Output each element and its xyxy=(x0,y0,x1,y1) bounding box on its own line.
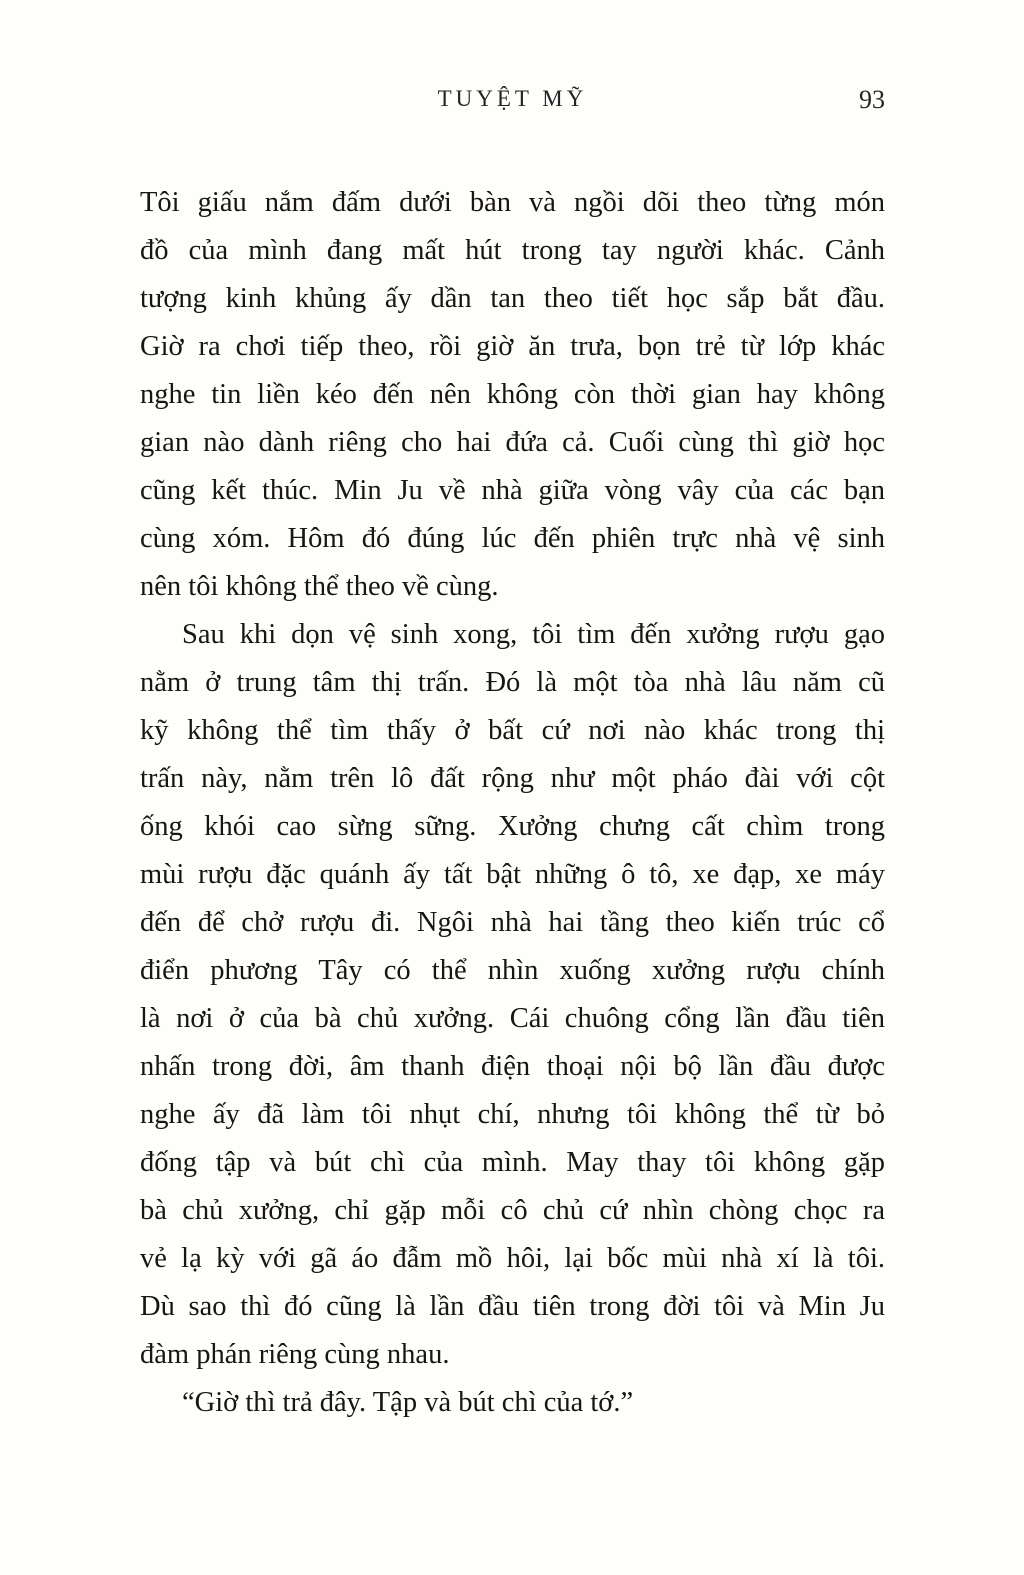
text-line: trấn này, nằm trên lô đất rộng như một pháo đài với cột xyxy=(140,763,885,794)
page-number: 93 xyxy=(859,85,885,114)
page-header xyxy=(140,86,885,120)
text-line: nên tôi không thể theo về cùng. xyxy=(140,571,499,602)
text-line: Tôi giấu nắm đấm dưới bàn và ngồi dõi theo từng món xyxy=(140,187,885,218)
text-line: kỹ không thể tìm thấy ở bất cứ nơi nào khác trong thị xyxy=(140,715,885,746)
text-line: đến để chở rượu đi. Ngôi nhà hai tầng theo kiến trúc cổ xyxy=(140,907,885,938)
text-line: mùi rượu đặc quánh ấy tất bật những ô tô, xe đạp, xe máy xyxy=(140,859,885,890)
running-title: TUYỆT MỸ xyxy=(437,86,588,111)
text-line: cũng kết thúc. Min Ju về nhà giữa vòng vây của các bạn xyxy=(140,475,885,506)
text-line: điển phương Tây có thể nhìn xuống xưởng rượu chính xyxy=(140,955,885,986)
text-line: nhấn trong đời, âm thanh điện thoại nội bộ lần đầu được xyxy=(140,1051,885,1082)
text-line: vẻ lạ kỳ với gã áo đẫm mồ hôi, lại bốc mùi nhà xí là tôi. xyxy=(140,1243,885,1274)
text-line: nghe ấy đã làm tôi nhụt chí, nhưng tôi không thể từ bỏ xyxy=(140,1099,885,1130)
text-line: Sau khi dọn vệ sinh xong, tôi tìm đến xưởng rượu gạo xyxy=(182,619,885,650)
text-line: đống tập và bút chì của mình. May thay tôi không gặp xyxy=(140,1147,885,1178)
paragraph xyxy=(140,611,885,1379)
text-line: tượng kinh khủng ấy dần tan theo tiết học sắp bắt đầu. xyxy=(140,283,885,314)
text-line: đồ của mình đang mất hút trong tay người khác. Cảnh xyxy=(140,235,885,266)
text-line: “Giờ thì trả đây. Tập và bút chì của tớ.” xyxy=(182,1387,634,1418)
text-line: gian nào dành riêng cho hai đứa cả. Cuối cùng thì giờ học xyxy=(140,427,885,458)
text-line: đàm phán riêng cùng nhau. xyxy=(140,1339,450,1370)
text-line: nghe tin liền kéo đến nên không còn thời gian hay không xyxy=(140,379,885,410)
text-line: cùng xóm. Hôm đó đúng lúc đến phiên trực nhà vệ sinh xyxy=(140,523,885,554)
page-body xyxy=(140,179,885,1427)
paragraph xyxy=(140,1379,885,1427)
text-line: nằm ở trung tâm thị trấn. Đó là một tòa nhà lâu năm cũ xyxy=(140,667,885,698)
text-line: ống khói cao sừng sững. Xưởng chưng cất chìm trong xyxy=(140,811,885,842)
text-line: Giờ ra chơi tiếp theo, rồi giờ ăn trưa, bọn trẻ từ lớp khác xyxy=(140,331,885,362)
text-line: Dù sao thì đó cũng là lần đầu tiên trong đời tôi và Min Ju xyxy=(140,1291,885,1322)
text-line: bà chủ xưởng, chỉ gặp mỗi cô chủ cứ nhìn chòng chọc ra xyxy=(140,1195,885,1226)
text-line: là nơi ở của bà chủ xưởng. Cái chuông cổng lần đầu tiên xyxy=(140,1003,885,1034)
paragraph xyxy=(140,179,885,611)
